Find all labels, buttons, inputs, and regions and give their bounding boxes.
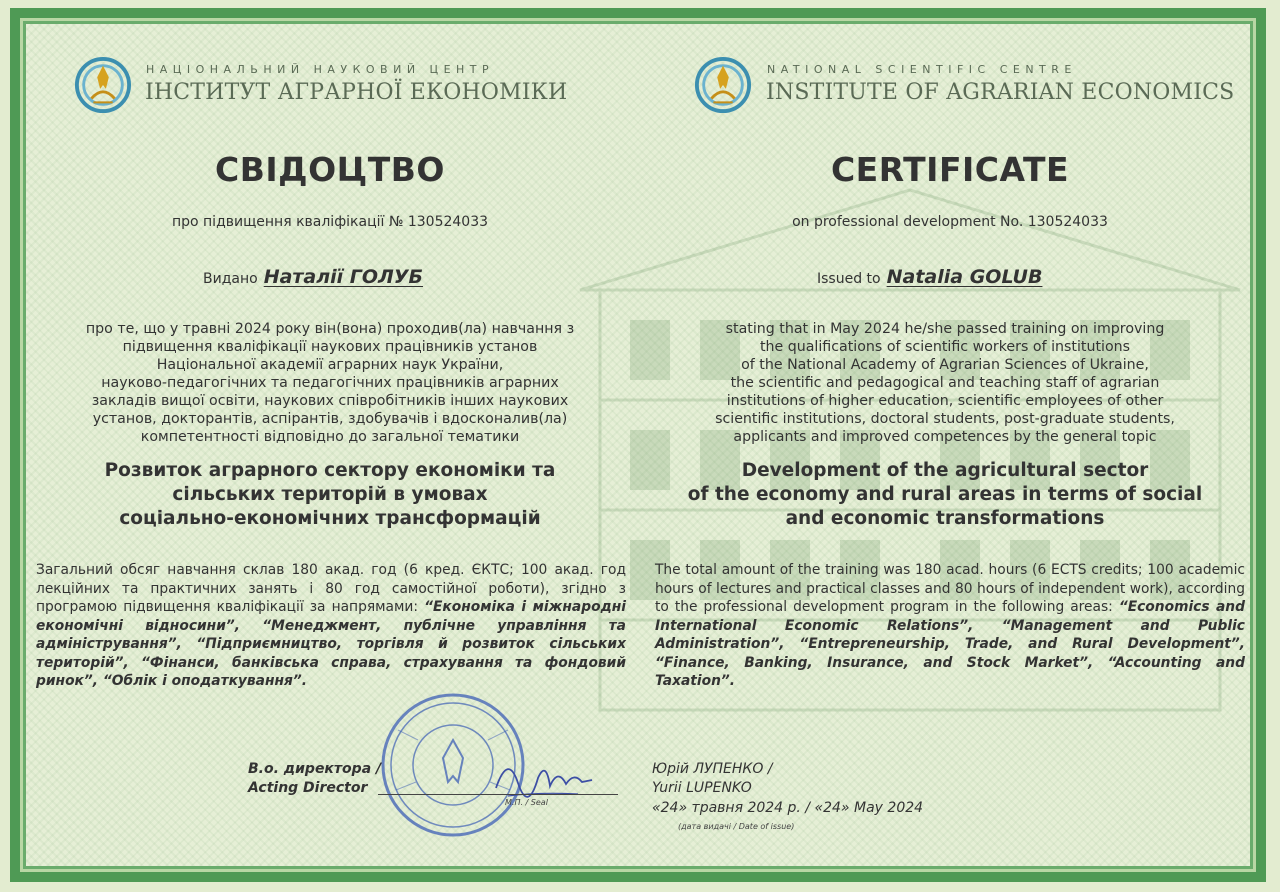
issued-label-ua: Видано bbox=[203, 271, 258, 287]
institute-logo-icon bbox=[694, 56, 752, 114]
issued-en bbox=[817, 266, 1042, 288]
body-line: applicants and improved competences by the general topic bbox=[733, 429, 1157, 445]
paragraph-text-ua: Загальний обсяг навчання склав 180 акад. год (6 кред. ЄКТС; 100 акад. год лекційних та практичних занять і 80 год самостійної роботи), згідно з програмою підвищення кваліфікації за напрямами: bbox=[36, 562, 626, 615]
topic-ua bbox=[40, 459, 620, 531]
issue-date: «24» травня 2024 р. / «24» May 2024 bbox=[652, 800, 924, 816]
org-big-ua: ІНСТИТУТ АГРАРНОЇ ЕКОНОМІКИ bbox=[145, 80, 568, 105]
topic-line: сільських територій в умовах bbox=[172, 484, 488, 505]
signature-line bbox=[378, 794, 618, 795]
body-line: про те, що у травні 2024 року він(вона) проходив(ла) навчання з bbox=[85, 321, 575, 337]
seal-label: М.П. / Seal bbox=[505, 798, 548, 807]
training-paragraph-ua bbox=[36, 561, 626, 691]
body-line: компетентності відповідно до загальної тематики bbox=[140, 429, 520, 445]
subtitle-ua: про підвищення кваліфікації № 130524033 bbox=[171, 214, 489, 230]
director-name-ua: Юрій ЛУПЕНКО / bbox=[652, 761, 773, 777]
issued-label-en: Issued to bbox=[817, 271, 881, 287]
body-line: науково-педагогічних та педагогічних працівників аграрних bbox=[101, 375, 559, 391]
issued-ua bbox=[203, 266, 423, 288]
training-paragraph-en bbox=[655, 561, 1245, 691]
body-line: the qualifications of scientific workers of institutions bbox=[759, 339, 1131, 355]
training-areas-en: “Economics and International Economic Relations”, “Management and Public Administration”, “Entrepreneurship, Trade, and Rural Development”, “Finance, Banking, Insurance, and Stock Market”, “Accounting and Taxation”. bbox=[655, 599, 1245, 689]
topic-line: of the economy and rural areas in terms of social bbox=[687, 484, 1203, 505]
org-small-ua: НАЦІОНАЛЬНИЙ НАУКОВИЙ ЦЕНТР bbox=[146, 63, 495, 76]
body-line: підвищення кваліфікації наукових працівників установ bbox=[122, 339, 538, 355]
role-en: Acting Director bbox=[248, 780, 368, 796]
recipient-name-ua: Наталії ГОЛУБ bbox=[263, 266, 423, 288]
topic-line: and economic transformations bbox=[785, 508, 1105, 529]
body-line: institutions of higher education, scientific employees of other bbox=[726, 393, 1164, 409]
body-ua bbox=[40, 320, 620, 446]
recipient-name-en: Natalia GOLUB bbox=[886, 266, 1043, 288]
title-ua: СВІДОЦТВО bbox=[215, 150, 445, 189]
topic-en bbox=[655, 459, 1235, 531]
institute-logo-icon bbox=[74, 56, 132, 114]
org-small-en: NATIONAL SCIENTIFIC CENTRE bbox=[767, 63, 1077, 76]
paragraph-text-en: The total amount of the training was 180 acad. hours (6 ECTS credits; 100 academic hours of lectures and practical classes and 80 hours of independent work), according to the professional development program in the following areas: bbox=[655, 562, 1245, 615]
body-line: stating that in May 2024 he/she passed training on improving bbox=[725, 321, 1165, 337]
body-line: установ, докторантів, аспірантів, здобувачів і вдосконалив(ла) bbox=[92, 411, 568, 427]
body-line: закладів вищої освіти, наукових співробітників інших наукових bbox=[91, 393, 569, 409]
body-line: of the National Academy of Agrarian Sciences of Ukraine, bbox=[741, 357, 1149, 373]
topic-line: Розвиток аграрного сектору економіки та bbox=[104, 460, 556, 481]
body-line: Національної академії аграрних наук України, bbox=[156, 357, 504, 373]
body-en bbox=[655, 320, 1235, 446]
title-en: CERTIFICATE bbox=[830, 150, 1070, 189]
training-areas-ua: “Економіка і міжнародні економічні відносини”, “Менеджмент, публічне управління та адміністрування”, “Підприємництво, торгівля й розвиток сільських територій”, “Фінанси, банківська справа, страхування та фондовий ринок”, “Облік і оподаткування”. bbox=[36, 599, 626, 689]
subtitle-en: on professional development No. 130524033 bbox=[792, 214, 1108, 230]
body-line: scientific institutions, doctoral students, post-graduate students, bbox=[715, 411, 1175, 427]
topic-line: Development of the agricultural sector bbox=[741, 460, 1149, 481]
role-ua: В.о. директора / bbox=[248, 761, 382, 777]
topic-line: соціально-економічних трансформацій bbox=[119, 508, 541, 529]
director-name-en: Yurii LUPENKO bbox=[652, 780, 752, 796]
body-line: the scientific and pedagogical and teaching staff of agrarian bbox=[730, 375, 1160, 391]
issue-date-caption: (дата видачі / Date of issue) bbox=[678, 822, 795, 831]
org-big-en: INSTITUTE OF AGRARIAN ECONOMICS bbox=[766, 80, 1235, 105]
